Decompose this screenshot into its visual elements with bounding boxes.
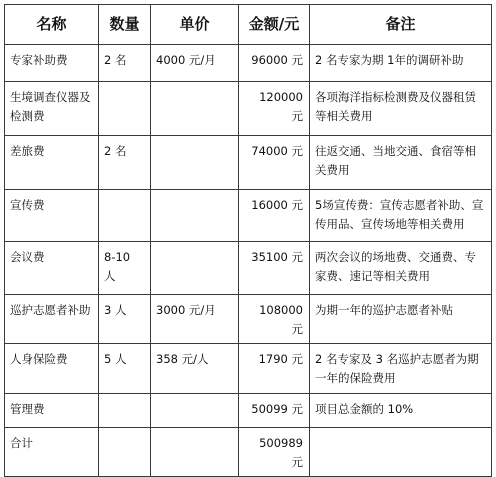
cell-unit-price: [151, 190, 239, 242]
cell-note: 为期一年的巡护志愿者补贴: [310, 295, 492, 344]
cell-amount: 96000 元: [239, 45, 310, 82]
cell-quantity: [99, 428, 151, 477]
cell-unit-price: 358 元/人: [151, 344, 239, 394]
cell-unit-price: [151, 394, 239, 428]
cell-quantity: 5 人: [99, 344, 151, 394]
cell-name: 差旅费: [5, 136, 99, 190]
cell-name: 合计: [5, 428, 99, 477]
cell-amount: 74000 元: [239, 136, 310, 190]
cell-amount: 35100 元: [239, 242, 310, 295]
cell-quantity: 2 名: [99, 45, 151, 82]
cell-note: 各项海洋指标检测费及仪器租赁等相关费用: [310, 82, 492, 136]
cell-quantity: [99, 82, 151, 136]
cell-note: [310, 428, 492, 477]
cell-note: 两次会议的场地费、交通费、专家费、速记等相关费用: [310, 242, 492, 295]
cell-note: 往返交通、当地交通、食宿等相关费用: [310, 136, 492, 190]
cell-amount: 120000 元: [239, 82, 310, 136]
cell-amount: 500989 元: [239, 428, 310, 477]
cell-name: 巡护志愿者补助: [5, 295, 99, 344]
cell-amount: 16000 元: [239, 190, 310, 242]
header-amount: 金额/元: [239, 5, 310, 45]
cell-amount: 50099 元: [239, 394, 310, 428]
cell-quantity: [99, 190, 151, 242]
budget-table-container: [4, 4, 492, 477]
cell-quantity: 2 名: [99, 136, 151, 190]
cell-unit-price: 4000 元/月: [151, 45, 239, 82]
table-header-row: [5, 5, 492, 45]
table-row: [5, 295, 492, 344]
header-name: 名称: [5, 5, 99, 45]
cell-unit-price: [151, 136, 239, 190]
header-note: 备注: [310, 5, 492, 45]
table-row: [5, 190, 492, 242]
cell-note: 项目总金额的 10%: [310, 394, 492, 428]
cell-name: 会议费: [5, 242, 99, 295]
table-row: [5, 344, 492, 394]
cell-name: 专家补助费: [5, 45, 99, 82]
cell-amount: 1790 元: [239, 344, 310, 394]
cell-unit-price: [151, 82, 239, 136]
cell-quantity: [99, 394, 151, 428]
cell-note: 2 名专家及 3 名巡护志愿者为期一年的保险费用: [310, 344, 492, 394]
cell-quantity: 3 人: [99, 295, 151, 344]
cell-name: 宣传费: [5, 190, 99, 242]
cell-amount: 108000 元: [239, 295, 310, 344]
cell-name: 人身保险费: [5, 344, 99, 394]
cell-name: 管理费: [5, 394, 99, 428]
table-row: [5, 136, 492, 190]
budget-table: [4, 4, 492, 477]
table-row: [5, 45, 492, 82]
cell-quantity: 8-10 人: [99, 242, 151, 295]
cell-unit-price: [151, 428, 239, 477]
header-quantity: 数量: [99, 5, 151, 45]
table-row: [5, 242, 492, 295]
table-row: [5, 82, 492, 136]
table-row-total: [5, 428, 492, 477]
header-unit-price: 单价: [151, 5, 239, 45]
cell-note: 5场宣传费：宣传志愿者补助、宣传用品、宣传场地等相关费用: [310, 190, 492, 242]
table-row: [5, 394, 492, 428]
cell-note: 2 名专家为期 1年的调研补助: [310, 45, 492, 82]
cell-unit-price: [151, 242, 239, 295]
cell-unit-price: 3000 元/月: [151, 295, 239, 344]
cell-name: 生境调查仪器及检测费: [5, 82, 99, 136]
